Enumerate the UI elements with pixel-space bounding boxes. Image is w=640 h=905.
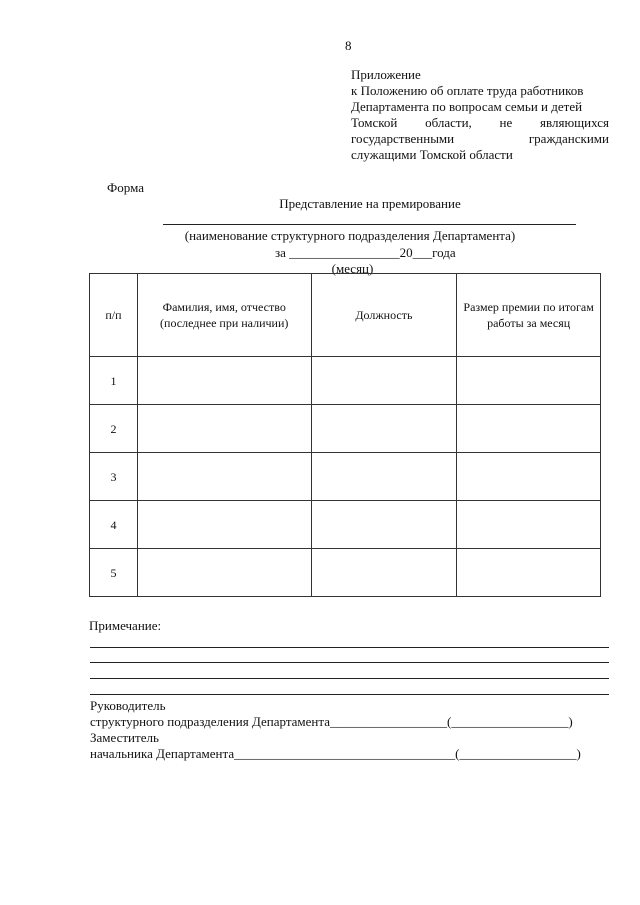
deputy-title: Заместитель (90, 730, 159, 745)
bonus-table (89, 273, 601, 597)
cell-position[interactable] (311, 453, 457, 501)
cell-position[interactable] (311, 501, 457, 549)
subdivision-name-line (163, 224, 576, 225)
cell-position[interactable] (311, 405, 457, 453)
note-line[interactable] (90, 678, 609, 679)
year-blank: ___ (412, 245, 433, 260)
appendix-word: государственными (351, 131, 455, 146)
appendix-line-justified (351, 131, 609, 147)
cell-full-name[interactable] (137, 501, 311, 549)
row-number: 1 (90, 357, 138, 405)
cell-full-name[interactable] (137, 357, 311, 405)
form-label: Форма (107, 180, 144, 195)
note-label: Примечание: (89, 618, 162, 633)
cell-bonus-amount[interactable] (457, 405, 601, 453)
cell-bonus-amount[interactable] (457, 357, 601, 405)
note-line[interactable] (90, 647, 609, 648)
cell-full-name[interactable] (137, 405, 311, 453)
year-prefix: 20 (399, 245, 413, 260)
header-number: п/п (90, 274, 138, 357)
period-prefix: за (275, 245, 286, 260)
appendix-word: гражданскими (528, 131, 609, 146)
head-title: Руководитель (90, 698, 166, 713)
header-bonus-amount: Размер премии по итогам работы за месяц (457, 274, 601, 357)
appendix-word: не (499, 115, 513, 130)
cell-full-name[interactable] (137, 453, 311, 501)
period-line (275, 245, 456, 261)
header-position: Должность (311, 274, 457, 357)
header-full-name: Фамилия, имя, отчество (последнее при наличии) (137, 274, 311, 357)
appendix-word: являющихся (540, 115, 609, 130)
cell-full-name[interactable] (137, 549, 311, 597)
note-line[interactable] (90, 662, 609, 663)
table-row (90, 453, 601, 501)
cell-position[interactable] (311, 549, 457, 597)
head-signature-line[interactable]: структурного подразделения Департамента__________________(__________________) (90, 714, 573, 729)
row-number: 5 (90, 549, 138, 597)
period-suffix: года (432, 245, 456, 260)
appendix-line: служащими Томской области (351, 147, 513, 162)
row-number: 4 (90, 501, 138, 549)
row-number: 2 (90, 405, 138, 453)
cell-bonus-amount[interactable] (457, 549, 601, 597)
table-row (90, 501, 601, 549)
page-number: 8 (345, 38, 352, 53)
month-caption: (месяц) (331, 261, 374, 276)
table-header-row (90, 274, 601, 357)
appendix-header (351, 67, 609, 163)
appendix-line: Департамента по вопросам семьи и детей (351, 99, 583, 114)
appendix-line: Приложение (351, 67, 421, 82)
cell-bonus-amount[interactable] (457, 453, 601, 501)
appendix-line-justified (351, 115, 609, 131)
cell-position[interactable] (311, 357, 457, 405)
cell-bonus-amount[interactable] (457, 501, 601, 549)
row-number: 3 (90, 453, 138, 501)
table-row (90, 405, 601, 453)
note-line[interactable] (90, 694, 609, 695)
table-row (90, 549, 601, 597)
appendix-word: области, (425, 115, 472, 130)
appendix-word: Томской (351, 115, 398, 130)
subdivision-caption: (наименование структурного подразделения Департамента) (184, 228, 516, 243)
table-row (90, 357, 601, 405)
document-title: Представление на премирование (279, 196, 461, 211)
deputy-signature-line[interactable]: начальника Департамента__________________________________(__________________) (90, 746, 581, 761)
appendix-line: к Положению об оплате труда работников (351, 83, 584, 98)
month-blank: _________________ (289, 245, 400, 260)
